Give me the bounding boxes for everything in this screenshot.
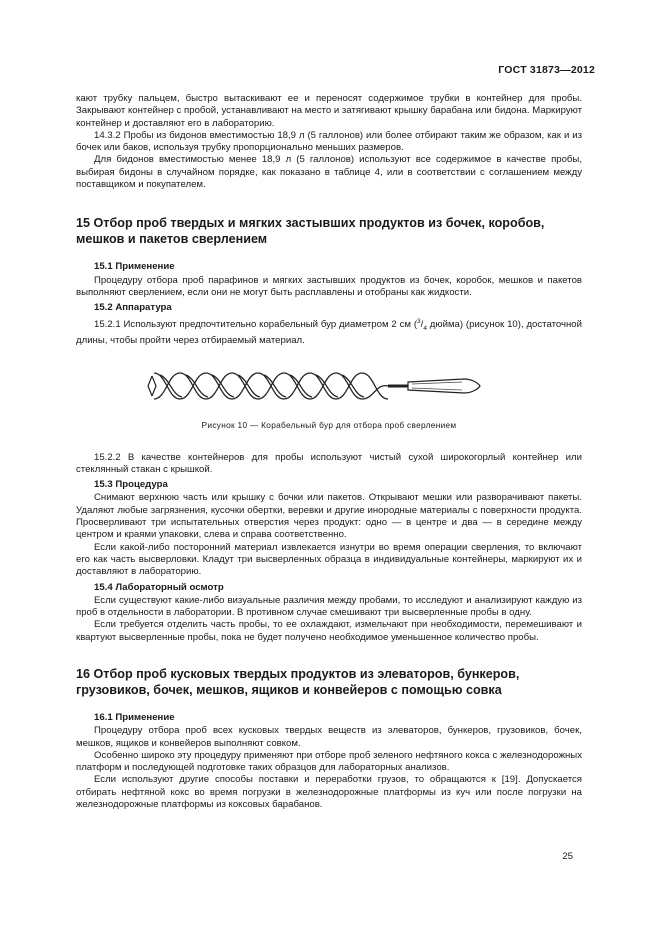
paragraph: Процедуру отбора проб парафинов и мягких застывших продуктов из бочек, коробок, мешков и пакетов выполняют сверлением, если они не могут быть расплавлены и отобраны как жидкости.: [76, 274, 582, 298]
paragraph: Снимают верхнюю часть или крышку с бочки или пакетов. Открывают мешки или разворачивают пакеты. Удаляют любые загрязнения, кусочки обертки, веревки и другие инородные материалы с поверхности продукта. Просверливают три испытательных отверстия через продукт: одно — в центре и два — в середине между центром и краями упаковки, слева и справа соответственно.: [76, 492, 582, 541]
section-15-heading: 15 Отбор проб твердых и мягких застывших продуктов из бочек, коробов, мешков и пакетов сверлением: [76, 216, 545, 247]
paragraph: Процедуру отбора проб всех кусковых твердых веществ из элеваторов, бункеров, грузовиков, бочек, мешков, ящиков и конвейеров выполняют совком.: [76, 725, 582, 749]
paragraph-15-2-1: 15.2.1 Используют предпочтительно корабельный бур диаметром 2 см ($^3/_4$ дюйма) (рисунок 10), достаточной длины, чтобы пройти через отбираемый материал.: [76, 317, 582, 346]
paragraph: Особенно широко эту процедуру применяют при отборе проб зеленого нефтяного кокса с железнодорожных платформ и последующей подготовке таких образцов для лабораторных анализов.: [76, 749, 582, 774]
paragraph: 14.3.2 Пробы из бидонов вместимостью 18,9 л (5 галлонов) или более отбирают таким же образом, как и из бочек или баков, используя трубку пропорционально меньших размеров.: [76, 129, 582, 154]
page-number: 25: [562, 851, 573, 862]
paragraph: кают трубку пальцем, быстро вытаскивают ее и переносят содержимое трубки в контейнер для пробы. Закрывают контейнер с пробой, устанавливают на место и затягивают крышку барабана или бидона. Маркируют контейнер и доставляют его в лабораторию.: [76, 93, 582, 129]
subsection-15-3-heading: 15.3 Процедура: [94, 479, 168, 491]
figure-10: [76, 355, 582, 417]
subsection-15-4-heading: 15.4 Лабораторный осмотр: [94, 581, 224, 593]
subsection-15-2-heading: 15.2 Аппаратура: [94, 302, 172, 314]
subsection-15-1-heading: 15.1 Применение: [94, 261, 175, 273]
paragraph: Если какой-либо посторонний материал извлекается изнутри во время операции сверления, то включают его как часть высверловки. Кладут три высверленных образца в индивидуальные контейнеры, маркируют их и доставляют в лабораторию.: [76, 541, 582, 578]
paragraph: 15.2.2 В качестве контейнеров для пробы используют чистый сухой широкогорлый контейнер или стеклянный стакан с крышкой.: [76, 451, 582, 475]
page-content: [76, 93, 582, 811]
paragraph: Для бидонов вместимостью менее 18,9 л (5 галлонов) используют все содержимое в качестве пробы, выбирая бидоны в случайном порядке, как показано в таблице 4, или в соответствии с соглашением между поставщиком и покупателем.: [76, 154, 582, 191]
ship-auger-drawing: [146, 357, 486, 415]
figure-caption: Рисунок 10 — Корабельный бур для отбора проб сверлением: [201, 420, 457, 431]
subsection-16-1-heading: 16.1 Применение: [94, 712, 175, 723]
paragraph: Если требуется отделить часть пробы, то ее охлаждают, измельчают при необходимости, перемешивают и квартуют высверленные пробы, пока не будет получено необходимое уменьшенное количество пробы.: [76, 619, 582, 643]
standard-header: ГОСТ 31873—2012: [498, 64, 595, 76]
section-16-heading: 16 Отбор проб кусковых твердых продуктов из элеваторов, бункеров, грузовиков, бочек, мешков, ящиков и конвейеров с помощью совка: [76, 667, 520, 697]
paragraph: Если используют другие способы поставки и переработки грузов, то обращаются к [19]. Допускается отбирать нефтяной кокс во время погрузки в железнодорожные платформы из куч или после погрузки на железнодорожные платформы из коксовых барабанов.: [76, 774, 582, 811]
paragraph: Если существуют какие-либо визуальные различия между пробами, то исследуют и анализируют каждую из проб в отдельности в лаборатории. В противном случае смешивают три высверленные пробы в одну.: [76, 594, 582, 619]
